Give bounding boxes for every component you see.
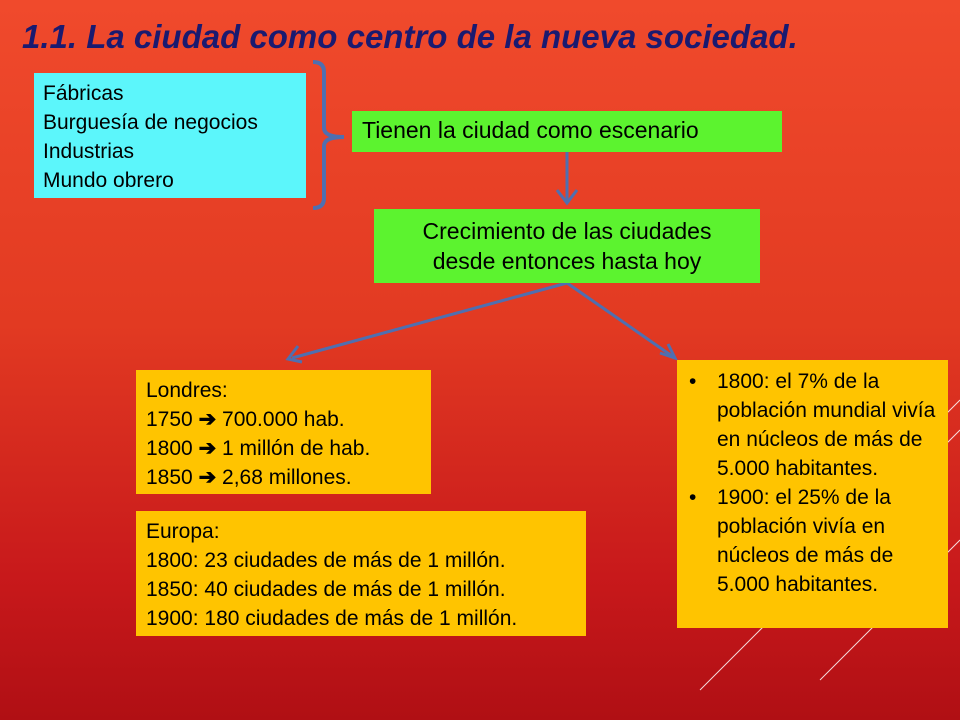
london-value: 1 millón de hab. xyxy=(222,437,371,460)
europe-box xyxy=(136,511,586,636)
factors-box xyxy=(34,73,306,198)
arrow-left-diagonal xyxy=(292,283,567,358)
factor-item: Fábricas xyxy=(43,82,124,105)
europe-row: 1900: 180 ciudades de más de 1 millón. xyxy=(146,607,518,630)
arrow-left-head xyxy=(288,346,302,362)
world-box xyxy=(677,360,948,628)
world-item: • 1900: el 25% de la población vivía en núcleos de más de 5.000 habitantes. xyxy=(687,483,938,599)
world-list xyxy=(687,367,938,599)
london-year: 1800 xyxy=(146,437,193,460)
right-arrow-icon: ➔ xyxy=(198,466,217,489)
europe-row: 1850: 40 ciudades de más de 1 millón. xyxy=(146,578,506,601)
growth-line: Crecimiento de las ciudades xyxy=(422,218,712,244)
london-box xyxy=(136,370,431,494)
london-value: 2,68 millones. xyxy=(222,466,352,489)
factor-item: Mundo obrero xyxy=(43,169,174,192)
london-year: 1750 xyxy=(146,408,193,431)
london-year: 1850 xyxy=(146,466,193,489)
london-row xyxy=(146,405,421,434)
right-arrow-icon: ➔ xyxy=(198,437,217,460)
factor-item: Burguesía de negocios xyxy=(43,111,258,134)
page-title: 1.1. La ciudad como centro de la nueva sociedad. xyxy=(22,18,798,55)
growth-line: desde entonces hasta hoy xyxy=(432,248,702,274)
europe-row: 1800: 23 ciudades de más de 1 millón. xyxy=(146,549,506,572)
world-item: • 1800: el 7% de la población mundial vivía en núcleos de más de 5.000 habitantes. xyxy=(687,367,938,483)
right-arrow-icon: ➔ xyxy=(198,408,217,431)
scenario-box xyxy=(352,111,782,152)
london-row xyxy=(146,434,421,463)
london-row xyxy=(146,463,421,492)
london-heading: Londres: xyxy=(146,379,228,402)
scenario-text: Tienen la ciudad como escenario xyxy=(362,117,699,143)
brace-shape xyxy=(313,62,344,208)
europe-heading: Europa: xyxy=(146,520,220,543)
growth-box xyxy=(374,209,760,283)
arrow-right-diagonal xyxy=(567,283,672,356)
factor-item: Industrias xyxy=(43,140,135,163)
london-value: 700.000 hab. xyxy=(222,408,345,431)
